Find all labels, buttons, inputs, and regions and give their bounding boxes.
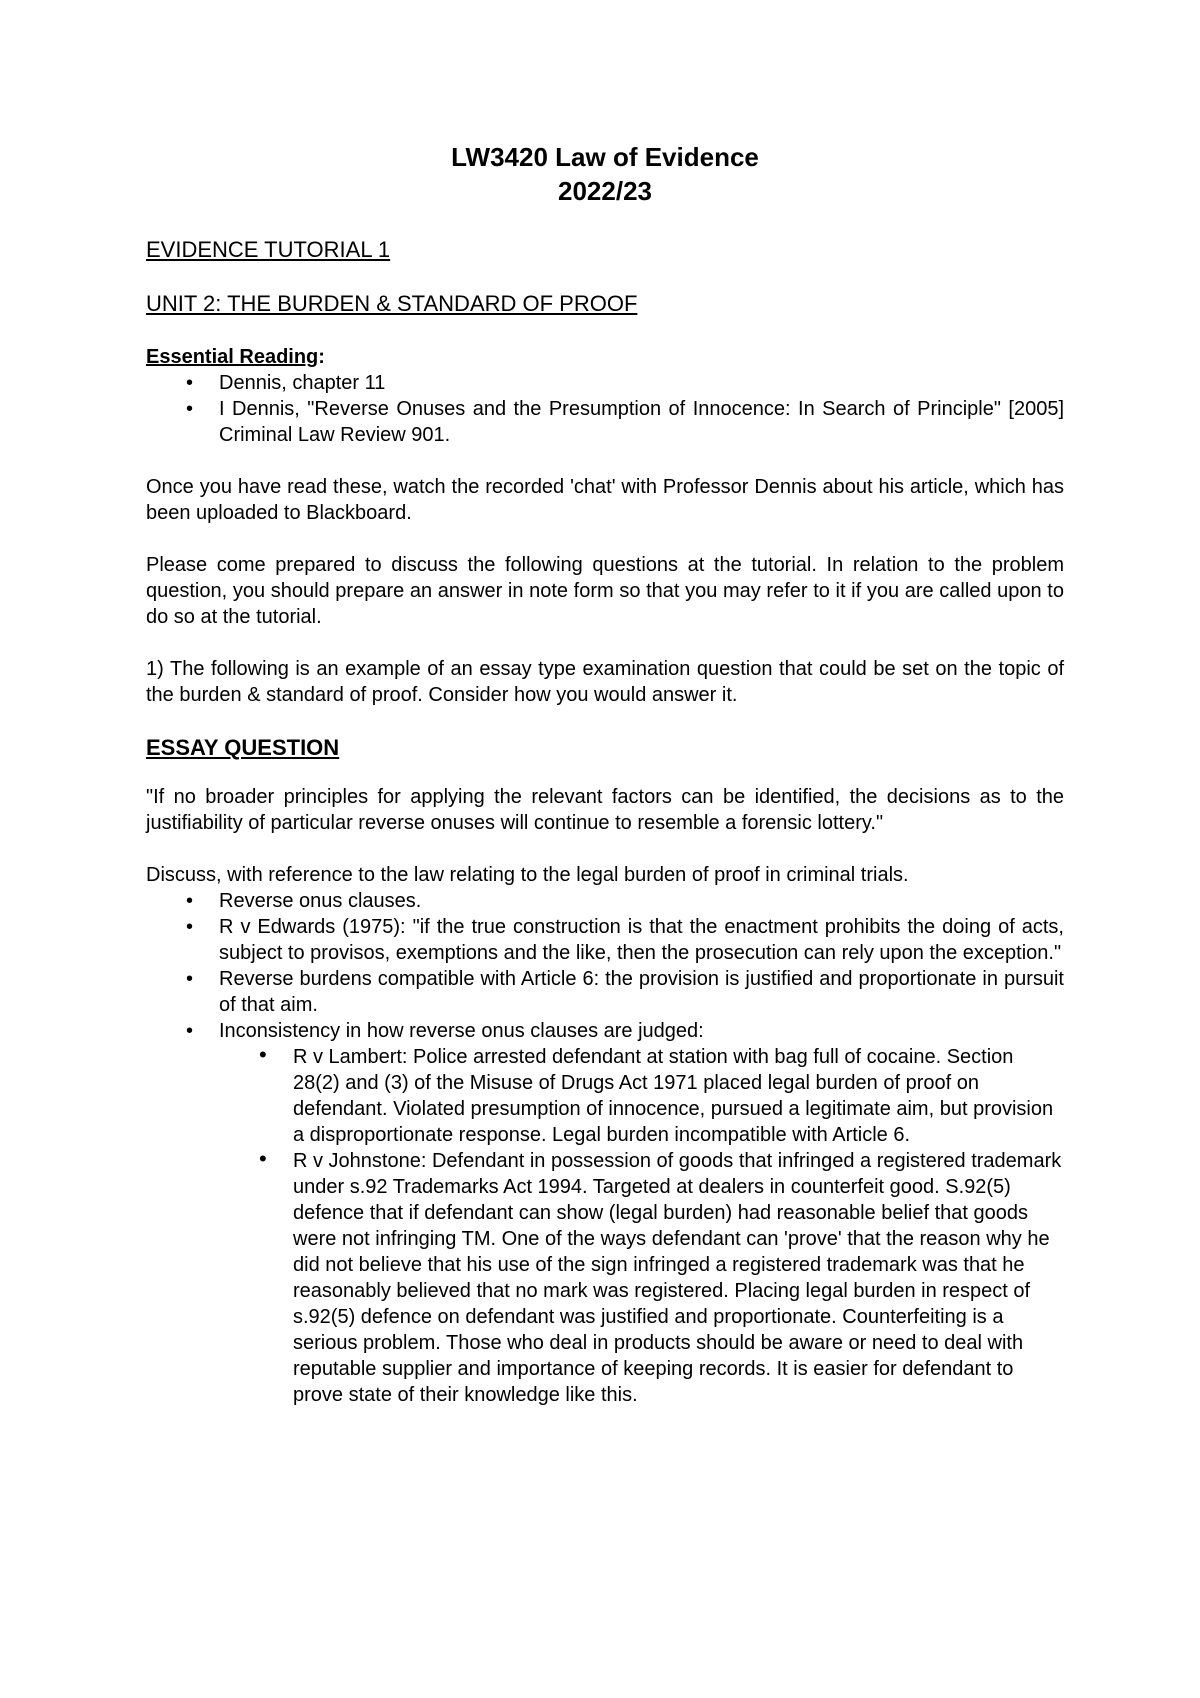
essential-reading-heading <box>146 344 1064 370</box>
bullet-icon: • <box>186 398 194 420</box>
list-item <box>146 396 1064 448</box>
tutorial-heading: EVIDENCE TUTORIAL 1 <box>146 237 391 262</box>
document-page <box>146 140 1064 1408</box>
note-item: Reverse burdens compatible with Article 6: the provision is justified and proportionate in pursuit of that aim. <box>219 968 1064 1016</box>
list-item <box>146 888 1064 914</box>
paragraph-prepare: Please come prepared to discuss the following questions at the tutorial. In relation to the problem question, you should prepare an answer in note form so that you may refer to it if you are called upon to do so at the tutorial. <box>146 554 1064 628</box>
bullet-icon: • <box>186 916 194 938</box>
list-item <box>219 1148 1064 1408</box>
bullet-icon: • <box>259 1042 267 1067</box>
notes-list <box>146 888 1064 1408</box>
reading-list <box>146 370 1064 448</box>
list-item <box>146 966 1064 1018</box>
paragraph-after-reading: Once you have read these, watch the recorded 'chat' with Professor Dennis about his article, which has been uploaded to Blackboard. <box>146 476 1064 524</box>
course-title: LW3420 Law of Evidence <box>451 142 759 172</box>
list-item <box>146 370 1064 396</box>
list-item <box>146 914 1064 966</box>
bullet-icon: • <box>186 968 194 990</box>
list-item <box>146 1018 1064 1408</box>
essential-reading-colon: : <box>318 346 325 368</box>
essay-question-heading: ESSAY QUESTION <box>146 735 340 760</box>
sub-notes-list <box>219 1044 1064 1408</box>
reading-item: Dennis, chapter 11 <box>219 372 386 394</box>
sub-note-item: R v Johnstone: Defendant in possession of goods that infringed a registered trademark under s.92 Trademarks Act 1994. Targeted at dealers in counterfeit good. S.92(5) defence that if defendant can show (legal burden) had reasonable belief that goods were not infringing TM. One of the ways defendant can 'prove' that the reason why he did not believe that his use of the sign infringed a registered trademark was that he reasonably believed that no mark was registered. Placing legal burden in respect of s.92(5) defence on defendant was justified and proportionate. Counterfeiting is a serious problem. Those who deal in products should be aware or need to deal with reputable supplier and importance of keeping records. It is easier for defendant to prove state of their knowledge like this. <box>293 1150 1062 1406</box>
discuss-line: Discuss, with reference to the law relating to the legal burden of proof in criminal trials. <box>146 864 909 886</box>
bullet-icon: • <box>186 1020 194 1042</box>
reading-item: I Dennis, "Reverse Onuses and the Presumption of Innocence: In Search of Principle" [2005] Criminal Law Review 901. <box>219 398 1064 446</box>
list-item <box>219 1044 1064 1148</box>
essential-reading-label: Essential Reading <box>146 346 319 368</box>
academic-year: 2022/23 <box>558 176 652 206</box>
bullet-icon: • <box>186 890 194 912</box>
unit-heading: UNIT 2: THE BURDEN & STANDARD OF PROOF <box>146 291 638 316</box>
paragraph-question-1: 1) The following is an example of an essay type examination question that could be set on the topic of the burden & standard of proof. Consider how you would answer it. <box>146 658 1064 706</box>
sub-note-item: R v Lambert: Police arrested defendant at station with bag full of cocaine. Section 28(2) and (3) of the Misuse of Drugs Act 1971 placed legal burden of proof on defendant. Violated presumption of innocence, pursued a legitimate aim, but provision a disproportionate response. Legal burden incompatible with Article 6. <box>293 1046 1054 1146</box>
bullet-icon: • <box>186 372 194 394</box>
bullet-icon: • <box>259 1146 267 1171</box>
note-item: Inconsistency in how reverse onus clauses are judged: <box>219 1020 704 1042</box>
essay-quote: "If no broader principles for applying the relevant factors can be identified, the decisions as to the justifiability of particular reverse onuses will continue to resemble a forensic lottery." <box>146 786 1064 834</box>
note-item: R v Edwards (1975): "if the true construction is that the enactment prohibits the doing of acts, subject to provisos, exemptions and the like, then the prosecution can rely upon the exception." <box>219 916 1064 964</box>
note-item: Reverse onus clauses. <box>219 890 422 912</box>
